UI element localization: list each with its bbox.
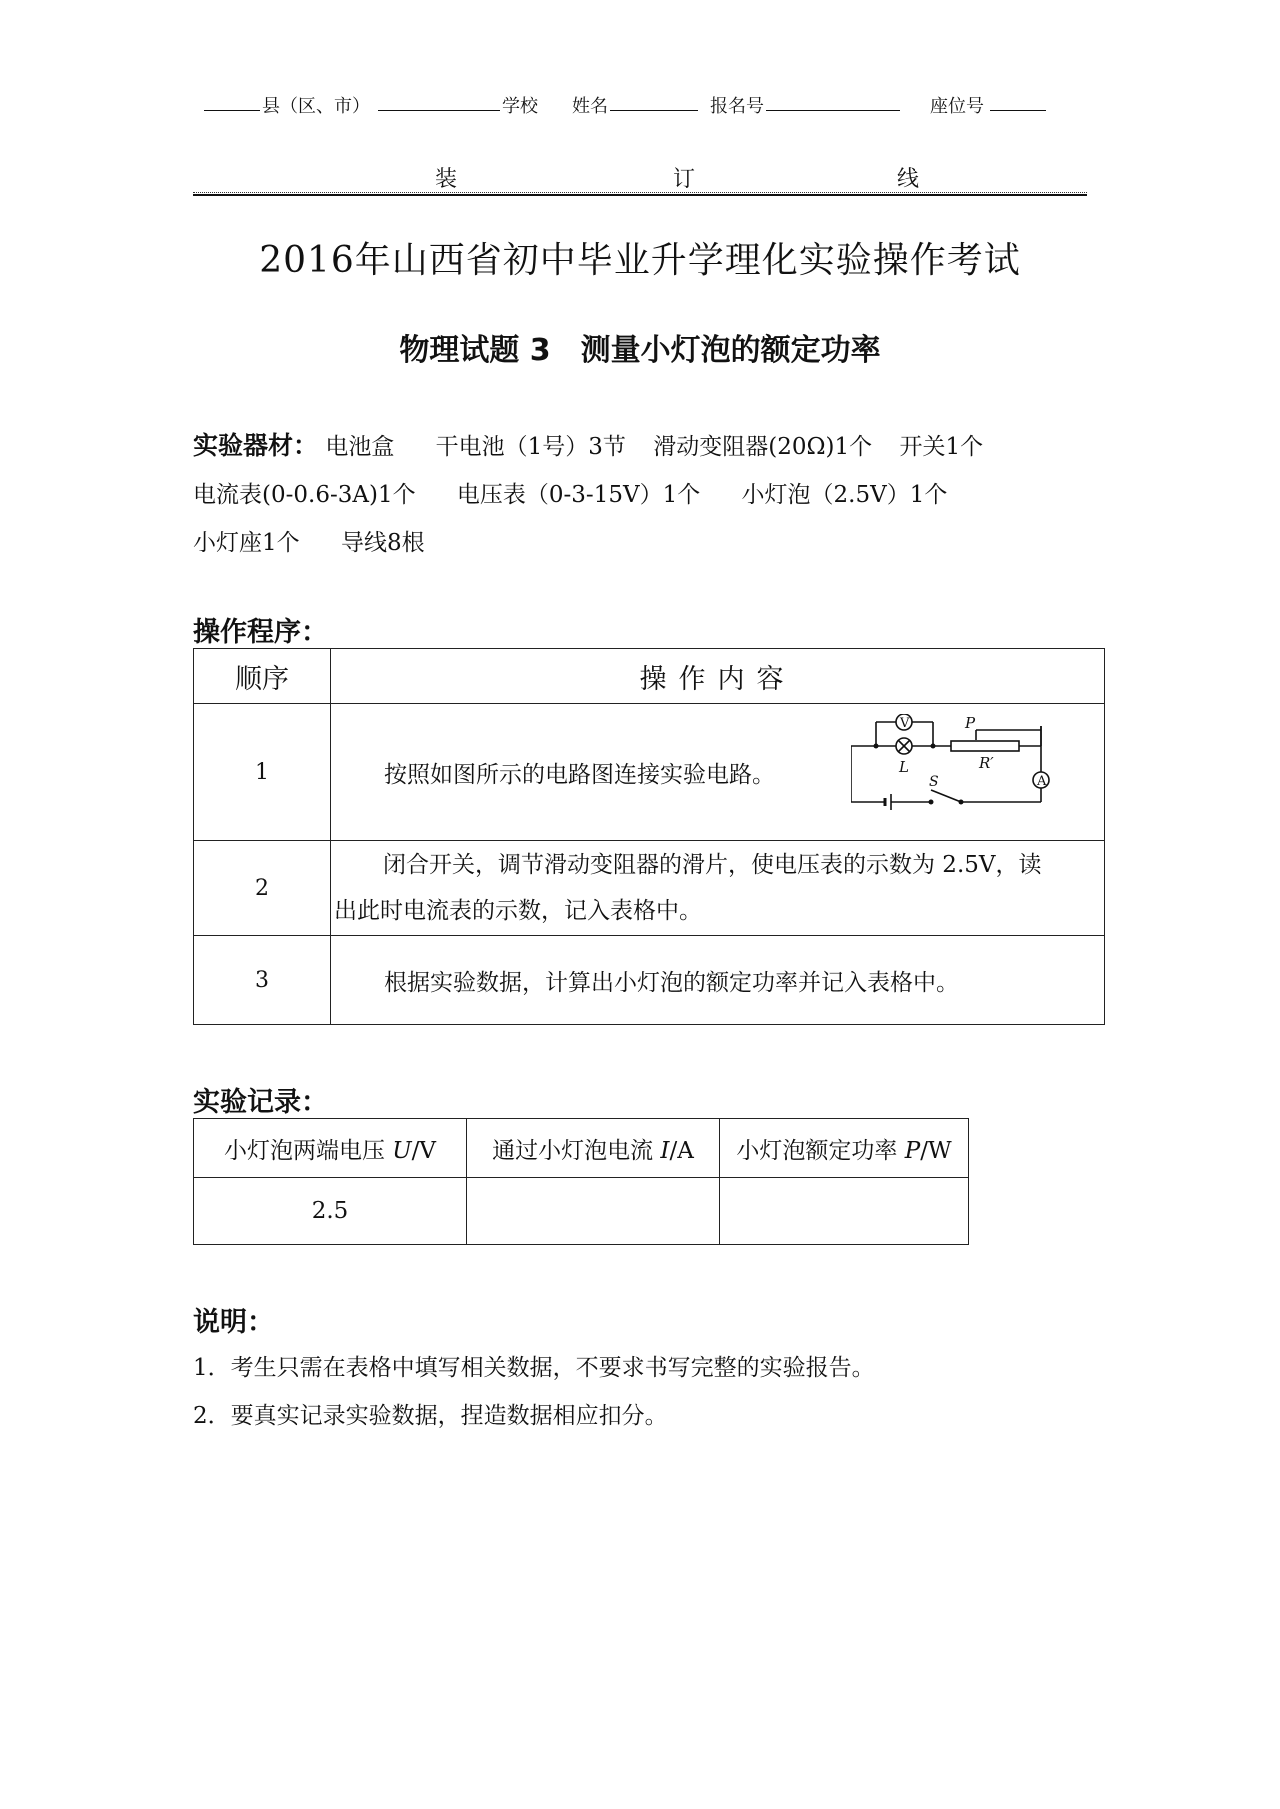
material-item: 开关1个 [899,434,984,460]
current-header: 通过小灯泡电流 I/A [467,1119,720,1178]
step-text: 出此时电流表的示数，记入表格中。 [334,898,702,924]
notes-list [193,1344,1093,1440]
record-table [193,1118,969,1245]
procedure-heading: 操作程序： [193,617,328,648]
step-content [331,841,1105,936]
voltage-value: 2.5 [194,1178,467,1245]
material-item: 电池盒 [325,434,395,460]
reg-label: 报名号 [710,96,764,117]
exam-title: 2016年山西省初中毕业升学理化实验操作考试 [259,240,1021,281]
materials-block [193,422,1093,567]
name-blank[interactable] [610,92,698,111]
candidate-info-line [200,88,1080,120]
switch-icon [931,790,961,802]
step-number: 2 [194,841,331,936]
power-value-cell[interactable] [720,1178,969,1245]
notes-heading: 说明： [193,1307,274,1338]
school-label: 学校 [502,96,538,117]
rheostat-label: R′ [979,754,994,772]
seat-blank[interactable] [990,92,1046,111]
table-row [194,936,1105,1025]
county-blank[interactable] [204,92,260,111]
material-item: 电压表（0-3-15V）1个 [456,482,701,508]
material-item: 滑动变阻器(20Ω)1个 [653,434,873,460]
material-item: 电流表(0-0.6-3A)1个 [193,482,416,508]
switch-label: S [929,774,939,790]
junction-dot [929,800,934,805]
record-heading: 实验记录： [193,1087,328,1118]
material-item: 干电池（1号）3节 [435,434,626,460]
col-order-header: 顺序 [194,649,331,704]
materials-label: 实验器材： [193,431,319,460]
current-value-cell[interactable] [467,1178,720,1245]
step-number: 1 [194,704,331,841]
seat-label: 座位号 [930,96,984,117]
slider-label: P [965,714,976,732]
school-blank[interactable] [378,92,500,111]
step-content [331,704,1105,841]
voltage-header: 小灯泡两端电压 U/V [194,1119,467,1178]
junction-dot [959,800,964,805]
circuit-diagram [851,714,1101,826]
step-number: 3 [194,936,331,1025]
table-row [194,841,1105,936]
material-item: 小灯泡（2.5V）1个 [741,482,948,508]
name-label: 姓名 [572,96,608,117]
county-label: 县（区、市） [262,96,370,117]
step-content [331,936,1105,1025]
binding-divider [193,194,1087,196]
note-item: 2．要真实记录实验数据，捏造数据相应扣分。 [193,1403,668,1429]
procedure-table [193,648,1105,1025]
table-row [194,704,1105,841]
step-text: 根据实验数据，计算出小灯泡的额定功率并记入表格中。 [384,969,959,996]
binding-line [193,160,1087,193]
step-text: 闭合开关，调节滑动变阻器的滑片，使电压表的示数为 2.5V，读 [383,852,1042,878]
binding-ding: 订 [673,167,696,192]
junction-dot [931,744,936,749]
exam-subtitle: 物理试题 3 测量小灯泡的额定功率 [399,333,881,368]
power-header: 小灯泡额定功率 P/W [720,1119,969,1178]
step-text: 按照如图所示的电路图连接实验电路。 [384,761,775,788]
ammeter-label: A [1037,774,1047,789]
binding-zhuang: 装 [435,167,458,192]
note-item: 1．考生只需在表格中填写相关数据，不要求书写完整的实验报告。 [193,1355,875,1381]
col-content-header: 操作内容 [331,649,1105,704]
reg-blank[interactable] [766,92,900,111]
voltmeter-label: V [900,716,910,731]
junction-dot [874,744,879,749]
binding-xian: 线 [897,167,920,192]
material-item: 导线8根 [340,530,425,556]
lamp-label: L [899,758,909,776]
material-item: 小灯座1个 [193,530,300,556]
rheostat-icon [951,741,1019,751]
